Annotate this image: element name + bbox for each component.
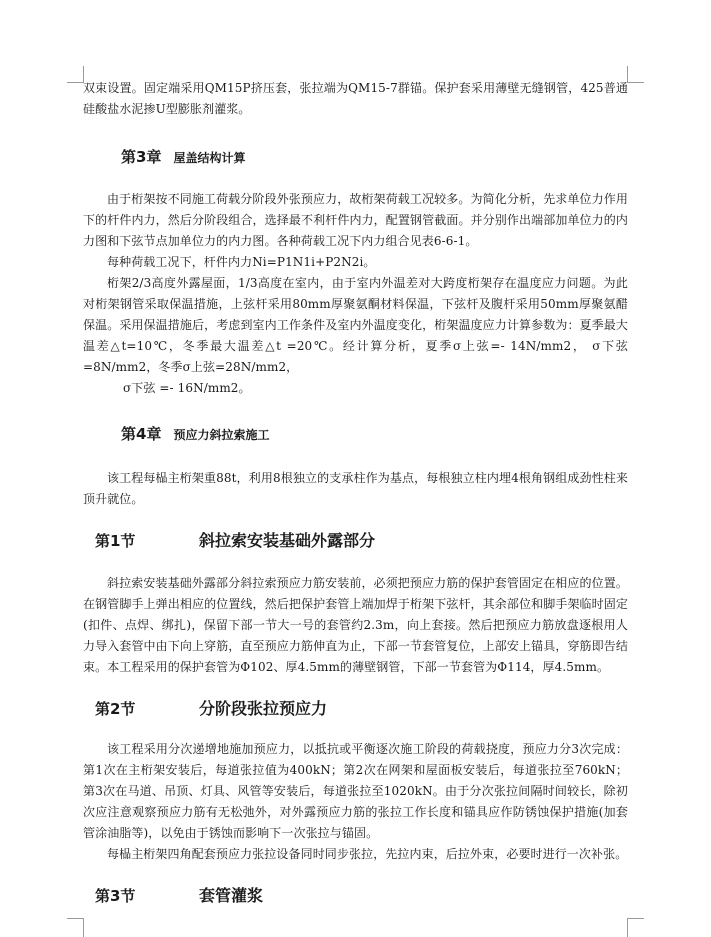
section-number: 第2节 bbox=[95, 700, 136, 718]
page-corner-mark-top-left bbox=[67, 66, 84, 83]
intro-paragraph: 双束设置。固定端采用QM15P挤压套，张拉端为QM15-7群锚。保护套采用薄壁无缝钢管，425普通硅酸盐水泥掺U型膨胀剂灌浆。 bbox=[83, 81, 628, 116]
section-number: 第3节 bbox=[95, 887, 136, 905]
section-2-heading bbox=[83, 696, 628, 719]
chapter-title: 预应力斜拉索施工 bbox=[173, 428, 270, 442]
chapter-4-heading bbox=[83, 423, 628, 444]
section-number: 第1节 bbox=[95, 532, 136, 550]
chapter-3-heading bbox=[83, 146, 628, 167]
page-corner-mark-bottom-left bbox=[67, 918, 84, 937]
chapter-number: 第4章 bbox=[121, 425, 162, 443]
chapter-4-paragraph-1: 该工程每榀主桁架重88t，利用8根独立的支承柱作为基点，每根独立柱内埋4根角钢组成劲性柱来顶升就位。 bbox=[83, 471, 628, 506]
section-2-paragraph-2: 每榀主桁架四角配套预应力张拉设备同时同步张拉，先拉内束，后拉外束，必要时进行一次补张。 bbox=[107, 847, 628, 861]
chapter-3-paragraph-4: σ下弦 =- 16N/mm2。 bbox=[123, 381, 251, 395]
section-title: 套管灌浆 bbox=[199, 886, 264, 905]
section-title: 斜拉索安装基础外露部分 bbox=[199, 531, 376, 550]
chapter-title: 屋盖结构计算 bbox=[173, 151, 246, 165]
section-1-paragraph-1: 斜拉索安装基础外露部分斜拉索预应力筋安装前，必须把预应力筋的保护套管固定在相应的位置。在钢管脚手上弹出相应的位置线，然后把保护套管上端加焊于桁架下弦杆，其余部位和脚手架临时固定(扣件、点焊、绑扎)，保留下部一节大一号的套管约2.3m，向上套接。然后把预应力筋放盘逐根用人力导入套管中由下向上穿筋，直至预应力筋伸直为止，下部一节套管复位，上部安上锚具，穿筋即告结束。本工程采用的保护套管为Φ102、厚4.5mm的薄壁钢管，下部一节套管为Φ114，厚4.5mm。 bbox=[83, 576, 628, 674]
page-corner-mark-bottom-right bbox=[627, 918, 644, 937]
document-page bbox=[83, 78, 628, 906]
section-title: 分阶段张拉预应力 bbox=[199, 699, 328, 718]
section-3-heading bbox=[83, 883, 628, 906]
chapter-3-paragraph-3: 桁架2/3高度外露屋面，1/3高度在室内，由于室内外温差对大跨度桁架存在温度应力问题。为此对桁架钢管采取保温措施，上弦杆采用80mm厚聚氨酮材料保温，下弦杆及腹杆采用50mm厚聚氨醋保温。采用保温措施后，考虑到室内工作条件及室内外温度变化，桁架温度应力计算参数为：夏季最大温差△t=10℃，冬季最大温差△t =20℃。经计算分析，夏季σ上弦=- 14N/mm2， σ下弦=8N/mm2，冬季σ上弦=28N/mm2， bbox=[83, 276, 628, 374]
chapter-3-paragraph-2: 每种荷载工况下，杆件内力Ni=P1N1i+P2N2i。 bbox=[107, 255, 376, 269]
page-corner-mark-top-right bbox=[627, 66, 644, 83]
section-1-heading bbox=[83, 528, 628, 551]
chapter-number: 第3章 bbox=[121, 148, 162, 166]
chapter-3-paragraph-1: 由于桁架按不同施工荷载分阶段外张预应力，故桁架荷载工况较多。为简化分析，先求单位力作用下的杆件内力，然后分阶段组合，选择最不利杆件内力，配置钢管截面。并分别作出端部加单位力的内力图和下弦节点加单位力的内力图。各种荷载工况下内力组合见表6-6-1。 bbox=[83, 192, 628, 248]
section-2-paragraph-1: 该工程采用分次递增地施加预应力，以抵抗或平衡逐次施工阶段的荷载挠度，预应力分3次完成：第1次在主桁架安装后，每道张拉值为400kN；第2次在网架和屋面板安装后，每道张拉至760kN；第3次在马道、吊顶、灯具、风管等安装后，每道张拉至1020kN。由于分次张拉间隔时间较长，除初次应注意观察预应力筋有无松弛外，对外露预应力筋的张拉工作长度和锚具应作防锈蚀保护措施(加套管涂油脂等)，以免由于锈蚀而影响下一次张拉与锚固。 bbox=[83, 742, 628, 840]
